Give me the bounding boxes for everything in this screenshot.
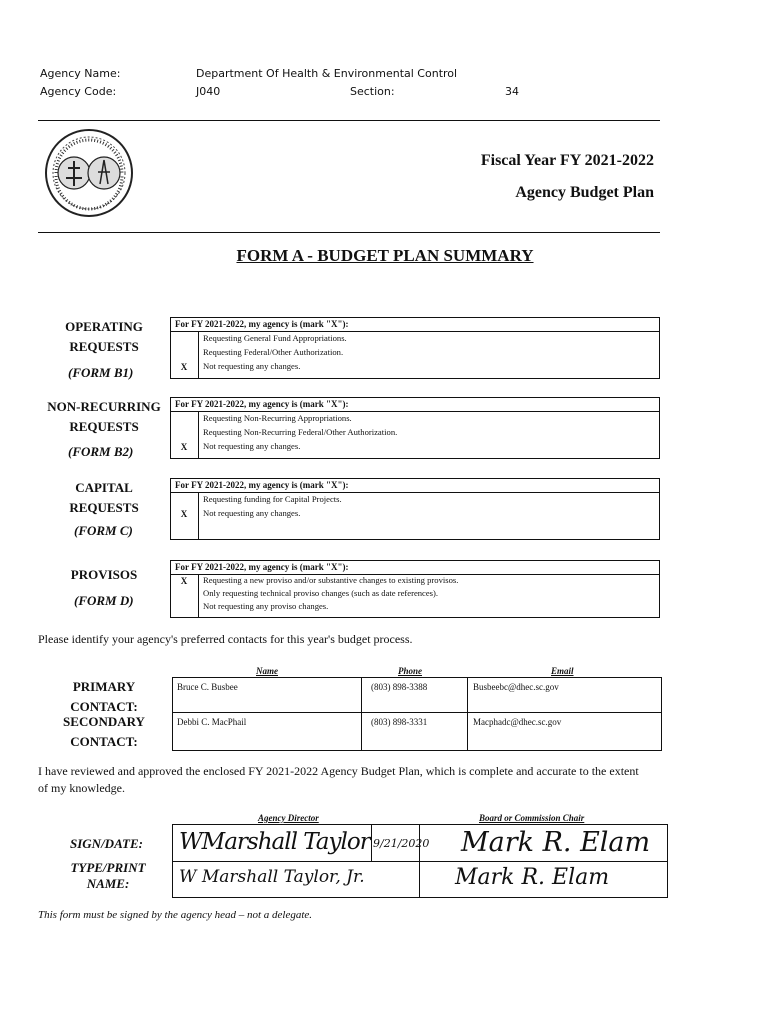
provisos-mark-1[interactable]: X bbox=[180, 576, 188, 586]
provisos-option-3: Not requesting any proviso changes. bbox=[203, 601, 329, 611]
primary-phone: (803) 898-3388 bbox=[371, 682, 428, 692]
capital-box-header: For FY 2021-2022, my agency is (mark "X"): bbox=[175, 480, 349, 490]
provisos-box bbox=[170, 560, 660, 618]
primary-contact-label-line2: CONTACT: bbox=[70, 699, 138, 714]
operating-box bbox=[170, 317, 660, 379]
signature-table bbox=[172, 824, 668, 898]
contacts-row-divider bbox=[173, 712, 661, 713]
operating-label bbox=[46, 317, 162, 357]
nonrecurring-label bbox=[40, 397, 168, 437]
director-signature[interactable]: WMarshall Taylor bbox=[179, 829, 370, 855]
capital-label-line1: CAPITAL bbox=[75, 480, 133, 495]
review-line-2: of my knowledge. bbox=[38, 781, 125, 795]
board-signature[interactable]: Mark R. Elam bbox=[461, 827, 651, 858]
type-print-label-line2: NAME: bbox=[86, 876, 130, 891]
nonrecurring-option-3: Not requesting any changes. bbox=[203, 441, 301, 451]
primary-contact-label bbox=[52, 677, 156, 717]
provisos-label bbox=[46, 565, 162, 585]
nonrecurring-mark-3[interactable]: X bbox=[180, 442, 188, 452]
provisos-option-2: Only requesting technical proviso changes (such as date references). bbox=[203, 588, 439, 598]
provisos-box-divider bbox=[198, 574, 199, 617]
capital-label bbox=[46, 478, 162, 518]
capital-box-rule bbox=[171, 492, 659, 493]
nonrecurring-form-ref: (FORM B2) bbox=[68, 444, 134, 459]
secondary-contact-label-line1: SECONDARY bbox=[63, 714, 145, 729]
contacts-col-name: Name bbox=[256, 666, 278, 676]
sig-col-board: Board or Commission Chair bbox=[479, 813, 585, 823]
primary-name: Bruce C. Busbee bbox=[177, 682, 238, 692]
operating-option-3: Not requesting any changes. bbox=[203, 361, 301, 371]
secondary-name: Debbi C. MacPhail bbox=[177, 717, 247, 727]
operating-box-rule bbox=[171, 331, 659, 332]
capital-box bbox=[170, 478, 660, 540]
agency-code-label: Agency Code: bbox=[40, 85, 117, 98]
operating-option-2: Requesting Federal/Other Authorization. bbox=[203, 347, 344, 357]
operating-box-divider bbox=[198, 331, 199, 378]
sig-col-director: Agency Director bbox=[258, 813, 319, 823]
title-divider bbox=[38, 232, 660, 233]
operating-label-line2: REQUESTS bbox=[69, 339, 139, 354]
signature-col-divider bbox=[419, 825, 420, 897]
nonrecurring-box-rule bbox=[171, 411, 659, 412]
secondary-contact-label bbox=[52, 712, 156, 752]
capital-form-ref: (FORM C) bbox=[74, 523, 133, 538]
form-title: FORM A - BUDGET PLAN SUMMARY bbox=[236, 246, 534, 265]
date-cell-divider bbox=[371, 825, 372, 861]
section-value: 34 bbox=[505, 85, 519, 98]
type-print-label bbox=[66, 860, 150, 892]
agency-name-label: Agency Name: bbox=[40, 67, 121, 80]
provisos-box-header: For FY 2021-2022, my agency is (mark "X"): bbox=[175, 562, 349, 572]
capital-option-2: Not requesting any changes. bbox=[203, 508, 301, 518]
signature-row-divider bbox=[173, 861, 667, 862]
nonrecurring-box bbox=[170, 397, 660, 459]
nonrecurring-option-2: Requesting Non-Recurring Federal/Other Authorization. bbox=[203, 427, 398, 437]
agency-code-value: J040 bbox=[196, 85, 221, 98]
contacts-col-email: Email bbox=[551, 666, 574, 676]
agency-name-value: Department Of Health & Environmental Control bbox=[196, 67, 458, 80]
nonrecurring-box-divider bbox=[198, 411, 199, 458]
provisos-form-ref: (FORM D) bbox=[74, 593, 134, 608]
capital-option-1: Requesting funding for Capital Projects. bbox=[203, 494, 342, 504]
review-line-1: I have reviewed and approved the enclosed FY 2021-2022 Agency Budget Plan, which is complete and accurate to the extent bbox=[38, 764, 639, 778]
secondary-phone: (803) 898-3331 bbox=[371, 717, 428, 727]
director-printed-name[interactable]: W Marshall Taylor, Jr. bbox=[179, 867, 365, 887]
operating-option-1: Requesting General Fund Appropriations. bbox=[203, 333, 347, 343]
primary-email[interactable]: Busbeebc@dhec.sc.gov bbox=[473, 682, 559, 692]
section-label: Section: bbox=[350, 85, 395, 98]
director-sign-date[interactable]: 9/21/2020 bbox=[373, 837, 430, 850]
capital-box-divider bbox=[198, 492, 199, 539]
primary-contact-label-line1: PRIMARY bbox=[72, 679, 136, 694]
header-divider bbox=[38, 120, 660, 121]
secondary-email[interactable]: Macphadc@dhec.sc.gov bbox=[473, 717, 562, 727]
board-printed-name[interactable]: Mark R. Elam bbox=[455, 865, 610, 890]
nonrecurring-label-line1: NON-RECURRING bbox=[47, 399, 161, 414]
secondary-contact-label-line2: CONTACT: bbox=[70, 734, 138, 749]
nonrecurring-option-1: Requesting Non-Recurring Appropriations. bbox=[203, 413, 352, 423]
state-seal-icon bbox=[44, 128, 134, 218]
nonrecurring-label-line2: REQUESTS bbox=[69, 419, 139, 434]
plan-title: Agency Budget Plan bbox=[515, 184, 654, 201]
nonrecurring-box-header: For FY 2021-2022, my agency is (mark "X"): bbox=[175, 399, 349, 409]
footer-note: This form must be signed by the agency head – not a delegate. bbox=[38, 909, 313, 921]
operating-form-ref: (FORM B1) bbox=[68, 365, 134, 380]
contacts-table bbox=[172, 677, 662, 751]
operating-box-header: For FY 2021-2022, my agency is (mark "X"): bbox=[175, 319, 349, 329]
contacts-col-divider-1 bbox=[361, 678, 362, 750]
contacts-intro: Please identify your agency's preferred contacts for this year's budget process. bbox=[38, 632, 413, 646]
operating-label-line1: OPERATING bbox=[65, 319, 143, 334]
capital-label-line2: REQUESTS bbox=[69, 500, 139, 515]
capital-mark-2[interactable]: X bbox=[180, 509, 188, 519]
sign-date-label: SIGN/DATE: bbox=[70, 836, 143, 851]
fiscal-year-title: Fiscal Year FY 2021-2022 bbox=[480, 152, 654, 169]
provisos-option-1: Requesting a new proviso and/or substantive changes to existing provisos. bbox=[203, 575, 459, 585]
contacts-col-phone: Phone bbox=[398, 666, 423, 676]
provisos-label-line1: PROVISOS bbox=[70, 567, 138, 582]
type-print-label-line1: TYPE/PRINT bbox=[70, 860, 146, 875]
operating-mark-3[interactable]: X bbox=[180, 362, 188, 372]
contacts-col-divider-2 bbox=[467, 678, 468, 750]
